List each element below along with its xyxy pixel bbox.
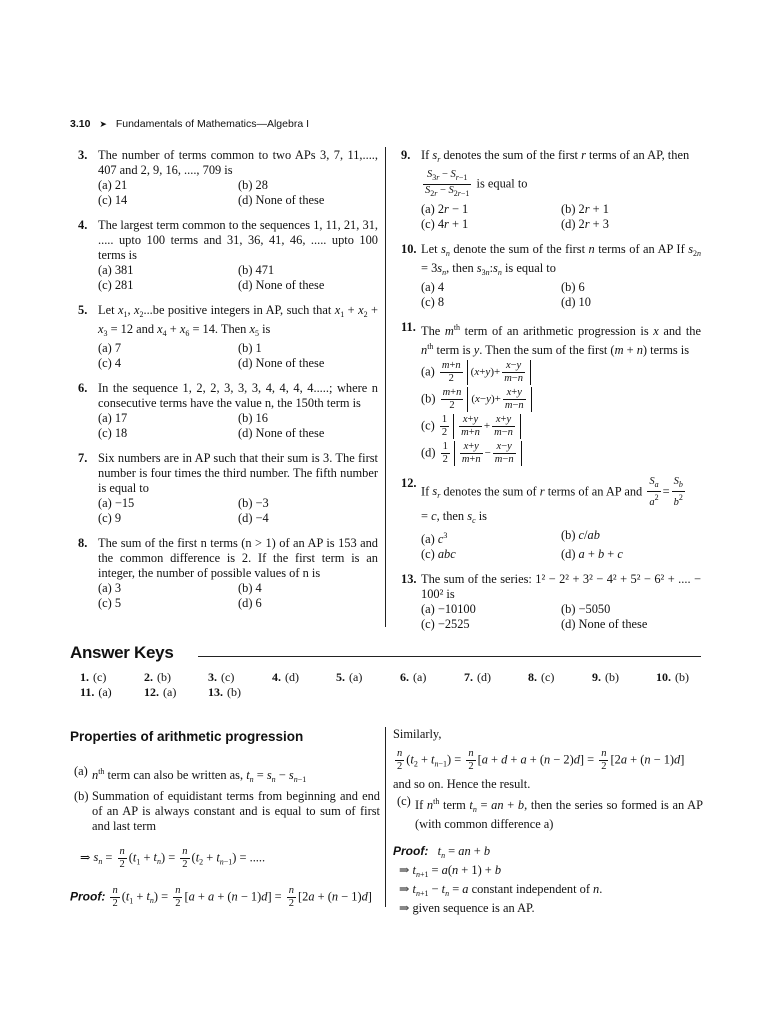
proof-line-1: Proof: $t_n$ = an + b — [393, 844, 491, 860]
question-10 — [393, 242, 701, 310]
option-d[interactable]: (d) $\frac{1}{2}$ $\frac{x+y}{m+n}$ − $\frac{x-y}{m-n}$ — [421, 441, 701, 466]
question-stem: The sum of the first n terms (n > 1) of an AP is 153 and the common difference is 2. If the first term is an integer, the number of possible values of n is — [98, 536, 378, 580]
option-c[interactable]: (c) 281 — [98, 278, 134, 292]
answer-key-item: 3. (c) — [208, 670, 235, 684]
question-number: 10. — [401, 242, 417, 256]
options — [421, 528, 701, 562]
question-9 — [393, 148, 701, 232]
answer-key-item: 6. (a) — [400, 670, 427, 684]
option-b[interactable]: (b) 1 — [238, 341, 262, 355]
proof-line-2: ⇒ $t_{n+1} = a(n + 1) + b$ — [399, 863, 502, 879]
option-d[interactable]: (d) 2r + 3 — [561, 217, 609, 231]
question-number: 6. — [78, 381, 88, 395]
question-number: 11. — [401, 320, 416, 334]
option-c[interactable]: (c) abc — [421, 547, 456, 561]
option-c[interactable]: (c) 14 — [98, 193, 128, 207]
option-a[interactable]: (a) 381 — [98, 263, 134, 277]
option-b[interactable]: (b) $\frac{m+n}{2}$ (x−y)+ $\frac{x+y}{m-n}$ — [421, 387, 701, 412]
question-number: 12. — [401, 476, 417, 490]
question-tail: is equal to — [476, 176, 528, 191]
option-a[interactable]: (a) 4 — [421, 280, 445, 294]
proof-label: Proof: — [70, 889, 106, 904]
question-number: 9. — [401, 148, 411, 162]
option-c[interactable]: (c) 4 — [98, 356, 122, 370]
answer-key-item: 5. (a) — [336, 670, 363, 684]
answer-key-item: 10. (b) — [656, 670, 689, 684]
question-number: 5. — [78, 303, 88, 317]
options — [98, 178, 378, 208]
right-properties-column — [393, 727, 703, 916]
answer-keys-title: Answer Keys — [70, 643, 174, 662]
option-b[interactable]: (b) 471 — [238, 263, 275, 277]
option-c[interactable]: (c) 9 — [98, 511, 122, 525]
option-b[interactable]: (b) 28 — [238, 178, 268, 192]
question-stem: The $m^{th}$ term of an arithmetic progression is x and the $n^{th}$ term is y. Then the sum of the first (m + n) terms is — [421, 323, 701, 357]
option-d[interactable]: (d) None of these — [238, 278, 325, 292]
option-c[interactable]: (c) 18 — [98, 426, 128, 440]
question-stem: Let $s_n$ denote the sum of the first n terms of an AP If $s_{2n} = 3s_n$, then $s_{3n}:s_n$ is equal to — [421, 242, 702, 277]
option-c[interactable]: (c) $\frac{1}{2}$ $\frac{x+y}{m+n}$ + $\frac{x+y}{m-n}$ — [421, 414, 701, 439]
option-a[interactable]: (a) 3 — [98, 581, 122, 595]
option-b[interactable]: (b) 4 — [238, 581, 262, 595]
option-a[interactable]: (a) 2r − 1 — [421, 202, 469, 216]
answer-key-item: 11. (a) — [80, 685, 112, 699]
answer-key-item: 4. (d) — [272, 670, 299, 684]
option-a[interactable]: (a) −15 — [98, 496, 135, 510]
question-stem: The number of terms common to two APs 3, 7, 11,...., 407 and 2, 9, 16, ...., 709 is — [98, 148, 378, 177]
question-expression: $\frac{S_{3r} - S_{r-1}}{S_{2r} - S_{2r-1}}$ is equal to — [425, 169, 528, 198]
option-d[interactable]: (d) None of these — [561, 617, 648, 631]
question-stem: In the sequence 1, 2, 2, 3, 3, 3, 4, 4, 4, 4.....; where n consecutive terms have the value n, the 150th term is — [98, 381, 378, 410]
option-c[interactable]: (c) 5 — [98, 596, 122, 610]
option-a[interactable]: (a) 17 — [98, 411, 128, 425]
property-a: (a) $n^{th}$ term can also be written as, $t_n = s_n - s_{n-1}$ — [74, 764, 307, 784]
right-question-column — [393, 148, 701, 642]
question-6 — [70, 381, 378, 441]
similarly-text: Similarly, — [393, 727, 442, 741]
column-divider-2 — [385, 727, 386, 907]
option-a[interactable]: (a) $c^3$ — [421, 531, 448, 546]
book-title: Fundamentals of Mathematics—Algebra I — [115, 118, 310, 130]
option-c[interactable]: (c) −2525 — [421, 617, 470, 631]
question-number: 8. — [78, 536, 88, 550]
options — [98, 341, 378, 371]
proof-line-3: ⇒ $t_{n+1} - t_n = a$ constant independent of n. — [399, 882, 603, 898]
question-13 — [393, 572, 701, 632]
sum-equation: ⇒ $s_n$ = $\frac{n}{2}$ $(t_1 + t_n)$ = $\frac{n}{2}$ $(t_2 + t_{n-1})$ = ..... — [80, 846, 266, 870]
option-b[interactable]: (b) −5050 — [561, 602, 611, 616]
options — [98, 263, 378, 293]
option-b[interactable]: (b) −3 — [238, 496, 269, 510]
option-d[interactable]: (d) None of these — [238, 356, 325, 370]
options — [421, 202, 701, 232]
options — [98, 411, 378, 441]
option-b[interactable]: (b) 2r + 1 — [561, 202, 609, 216]
left-question-column — [70, 148, 378, 621]
question-stem: The sum of the series: 1² − 2² + 3² − 4² + 5² − 6² + .... − 100² is — [421, 572, 701, 601]
question-8 — [70, 536, 378, 611]
option-a[interactable]: (a) 21 — [98, 178, 128, 192]
question-7 — [70, 451, 378, 526]
question-stem: Six numbers are in AP such that their sum is 3. The first number is four times the third number. The fifth number is equal to — [98, 451, 378, 495]
option-d[interactable]: (d) 6 — [238, 596, 262, 610]
answer-key-item: 7. (d) — [464, 670, 491, 684]
question-stem: If $s_r$ denotes the sum of the first r terms of an AP, then — [421, 148, 690, 164]
option-c[interactable]: (c) 8 — [421, 295, 445, 309]
answer-key-item: 8. (c) — [528, 670, 555, 684]
question-4 — [70, 218, 378, 293]
property-c: (c) If $n^{th}$ term $t_n$ = an + b, then the series so formed is an AP (with common difference a) — [397, 794, 704, 831]
option-d[interactable]: (d) 10 — [561, 295, 591, 309]
question-stem: The largest term common to the sequences 1, 11, 21, 31, ..... upto 100 terms and 31, 36, 41, 46, ..... upto 100 terms is — [98, 218, 378, 262]
question-number: 3. — [78, 148, 88, 162]
arrow-icon: ➤ — [99, 119, 107, 129]
page-number: 3.10 — [70, 118, 91, 130]
question-number: 13. — [401, 572, 417, 586]
option-d[interactable]: (d) None of these — [238, 426, 325, 440]
option-b[interactable]: (b) 6 — [561, 280, 585, 294]
options — [98, 496, 378, 526]
question-stem: If $s_r$ denotes the sum of r terms of an AP and $\frac{S_a}{a^2}$ = $\frac{S_b}{b^2}$ = c, then $s_c$ is — [421, 476, 683, 525]
options — [421, 602, 701, 632]
property-b: (b) Summation of equidistant terms from beginning and end of an AP is always constant and is equal to sum of first and last term — [74, 789, 380, 833]
properties-list — [70, 764, 380, 836]
question-stem: Let $x_1$, $x_2...be$ positive integers in AP, such that $x_1 + x_2 + x_3 = 12$ and $x_4 + x_6 = 14$. Then $x_5$ is — [98, 303, 379, 338]
option-c[interactable]: (c) 4r + 1 — [421, 217, 469, 231]
section-title: Properties of arithmetic progression — [70, 729, 304, 744]
page-header — [70, 117, 309, 132]
option-b[interactable]: (b) 16 — [238, 411, 268, 425]
options — [98, 581, 378, 611]
answer-key-item: 12. (a) — [144, 685, 177, 699]
answer-keys-rule — [198, 656, 701, 657]
question-number: 4. — [78, 218, 88, 232]
question-number: 7. — [78, 451, 88, 465]
option-d[interactable]: (d) −4 — [238, 511, 269, 525]
column-divider — [385, 147, 386, 627]
option-a[interactable]: (a) −10100 — [421, 602, 476, 616]
answer-key-item: 2. (b) — [144, 670, 171, 684]
options — [421, 280, 701, 310]
option-d[interactable]: (d) a + b + c — [561, 547, 623, 561]
question-3 — [70, 148, 378, 208]
answer-key-item: 1. (c) — [80, 670, 107, 684]
question-12 — [393, 476, 701, 562]
option-a[interactable]: (a) 7 — [98, 341, 122, 355]
question-11 — [393, 320, 701, 466]
option-b[interactable]: (b) c/ab — [561, 528, 600, 542]
hence-text: and so on. Hence the result. — [393, 777, 531, 791]
answer-key-item: 13. (b) — [208, 685, 241, 699]
answer-key-item: 9. (b) — [592, 670, 619, 684]
option-a[interactable]: (a) $\frac{m+n}{2}$ (x+y)+ $\frac{x-y}{m-n}$ — [421, 360, 701, 385]
similarly-equation: $\frac{n}{2}$ $(t_2 + t_{n-1})$ = $\frac{n}{2}$ [a + d + a + (n − 2)d] = $\frac{n}{2}$ [2a + (n − 1)d] — [397, 748, 685, 772]
proof-line-4: ⇒ given sequence is an AP. — [399, 901, 535, 915]
proof-equation: Proof: $\frac{n}{2}$ $(t_1 + t_n)$ = $\frac{n}{2}$ [a + a + (n − 1)d] = $\frac{n}{2}$ [2a + (n − 1)d] — [70, 885, 372, 909]
option-d[interactable]: (d) None of these — [238, 193, 325, 207]
question-5 — [70, 303, 378, 371]
